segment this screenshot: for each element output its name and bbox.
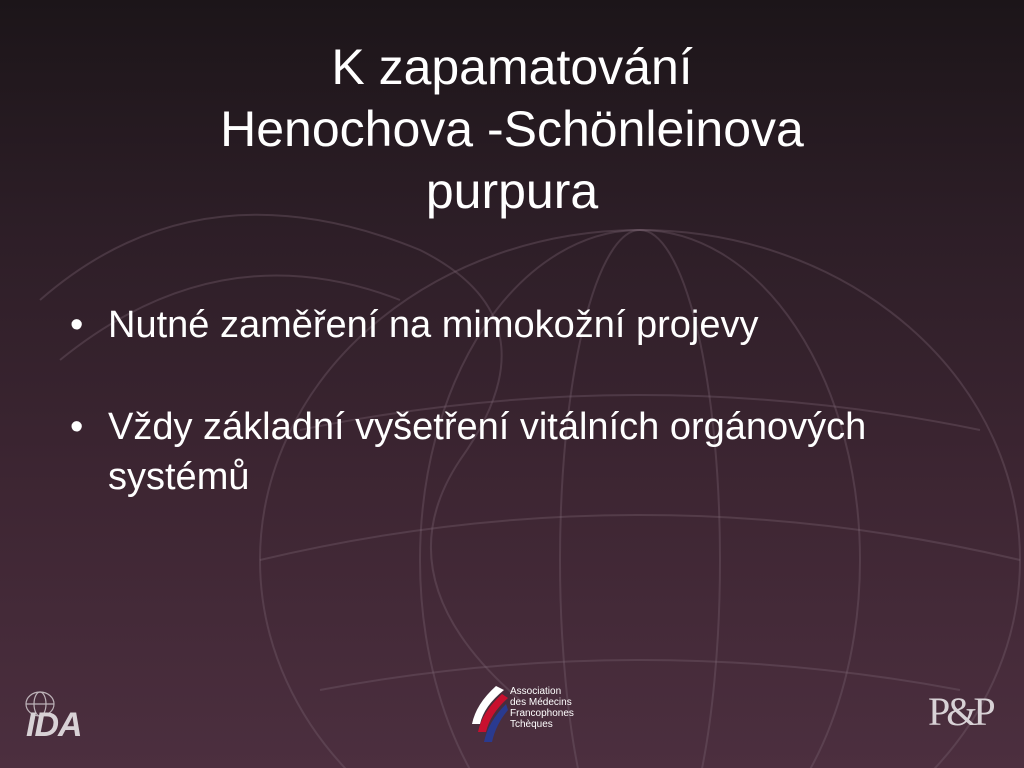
amfc-line-1: Association (510, 686, 562, 697)
amfc-line-2: des Médecins (510, 697, 572, 708)
bullet-text: Nutné zaměření na mimokožní projevy (108, 304, 759, 346)
bullet-item (70, 300, 970, 350)
bullet-item (70, 402, 970, 502)
title-line-3: purpura (425, 163, 599, 219)
amfc-logo-text (510, 686, 574, 730)
slide-title (0, 36, 1024, 222)
bullet-list (70, 300, 970, 554)
amfc-line-4: Tchèques (510, 719, 553, 730)
ida-logo (18, 686, 98, 756)
amfc-line-3: Francophones (510, 708, 574, 719)
title-line-2: Henochova -Schönleinova (220, 101, 804, 157)
pp-logo (928, 688, 1000, 748)
bullet-marker: • (70, 304, 84, 346)
footer-logos (0, 678, 1024, 768)
title-line-1: K zapamatování (331, 39, 693, 95)
bullet-marker: • (70, 406, 84, 448)
bullet-text: Vždy základní vyšetření vitálních orgánových systémů (108, 406, 867, 498)
ida-logo-text: IDA (26, 706, 82, 744)
amfc-logo (466, 684, 596, 754)
pp-logo-text: P&P (928, 689, 992, 734)
flag-swoosh-icon (466, 684, 508, 744)
